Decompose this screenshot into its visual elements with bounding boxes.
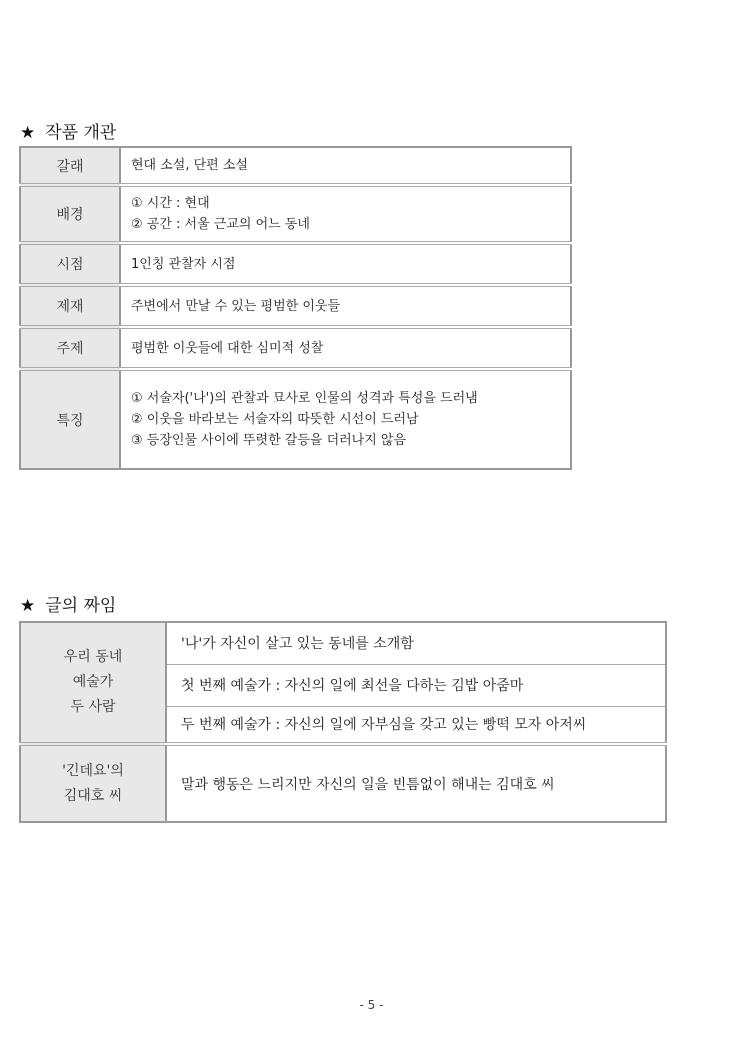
table-row <box>20 285 571 327</box>
value-line: 주변에서 만날 수 있는 평범한 이웃들 <box>131 298 341 314</box>
row-value <box>120 243 571 285</box>
label-line: 두 사람 <box>70 699 116 715</box>
row-value <box>120 147 571 185</box>
table-row <box>20 185 571 243</box>
structure-item: 두 번째 예술가 : 자신의 일에 자부심을 갖고 있는 빵떡 모자 아저씨 <box>166 706 666 744</box>
row-label: 제재 <box>20 285 120 327</box>
table-row <box>20 147 571 185</box>
value-line: ① 서술자('나')의 관찰과 묘사로 인물의 성격과 특성을 드러냄 <box>131 391 478 406</box>
row-label: 주제 <box>20 327 120 369</box>
value-line: ② 이웃을 바라보는 서술자의 따뜻한 시선이 드러남 <box>131 412 419 427</box>
value-line: ① 시간 : 현대 <box>131 196 210 211</box>
row-label: 특징 <box>20 369 120 469</box>
structure-item: 첫 번째 예술가 : 자신의 일에 최선을 다하는 김밥 아줌마 <box>166 664 666 706</box>
star-icon: ★ <box>20 596 36 616</box>
value-line: ③ 등장인물 사이에 뚜렷한 갈등을 더러나지 않음 <box>131 433 407 448</box>
page-number: - 5 - <box>359 998 384 1012</box>
table-row <box>20 622 666 664</box>
group-label <box>20 622 166 744</box>
overview-section-title <box>20 118 116 143</box>
value-line: ② 공간 : 서울 근교의 어느 동네 <box>131 217 310 232</box>
row-value <box>120 327 571 369</box>
value-line: 평범한 이웃들에 대한 심미적 성찰 <box>131 340 324 356</box>
overview-title-text: 작품 개관 <box>45 123 117 143</box>
label-line: 우리 동네 <box>63 649 123 665</box>
label-line: '긴데요'의 <box>62 762 124 779</box>
table-row <box>20 369 571 469</box>
label-line: 김대호 씨 <box>63 787 123 804</box>
table-row <box>20 327 571 369</box>
row-label: 시점 <box>20 243 120 285</box>
row-label: 배경 <box>20 185 120 243</box>
value-line: 1인칭 관찰자 시점 <box>131 256 236 272</box>
structure-section-title <box>20 591 116 616</box>
structure-table <box>19 621 667 823</box>
row-value <box>120 185 571 243</box>
label-line: 예술가 <box>72 674 114 690</box>
row-value <box>120 285 571 327</box>
row-value <box>120 369 571 469</box>
structure-title-text: 글의 짜임 <box>45 596 117 616</box>
table-row <box>20 744 666 822</box>
structure-item: '나'가 자신이 살고 있는 동네를 소개함 <box>166 622 666 664</box>
row-label: 갈래 <box>20 147 120 185</box>
overview-table <box>19 146 572 470</box>
star-icon: ★ <box>20 123 36 143</box>
group-label <box>20 744 166 822</box>
value-line: 현대 소설, 단편 소설 <box>131 158 248 173</box>
table-row <box>20 243 571 285</box>
structure-item: 말과 행동은 느리지만 자신의 일을 빈틈없이 해내는 김대호 씨 <box>181 776 555 793</box>
